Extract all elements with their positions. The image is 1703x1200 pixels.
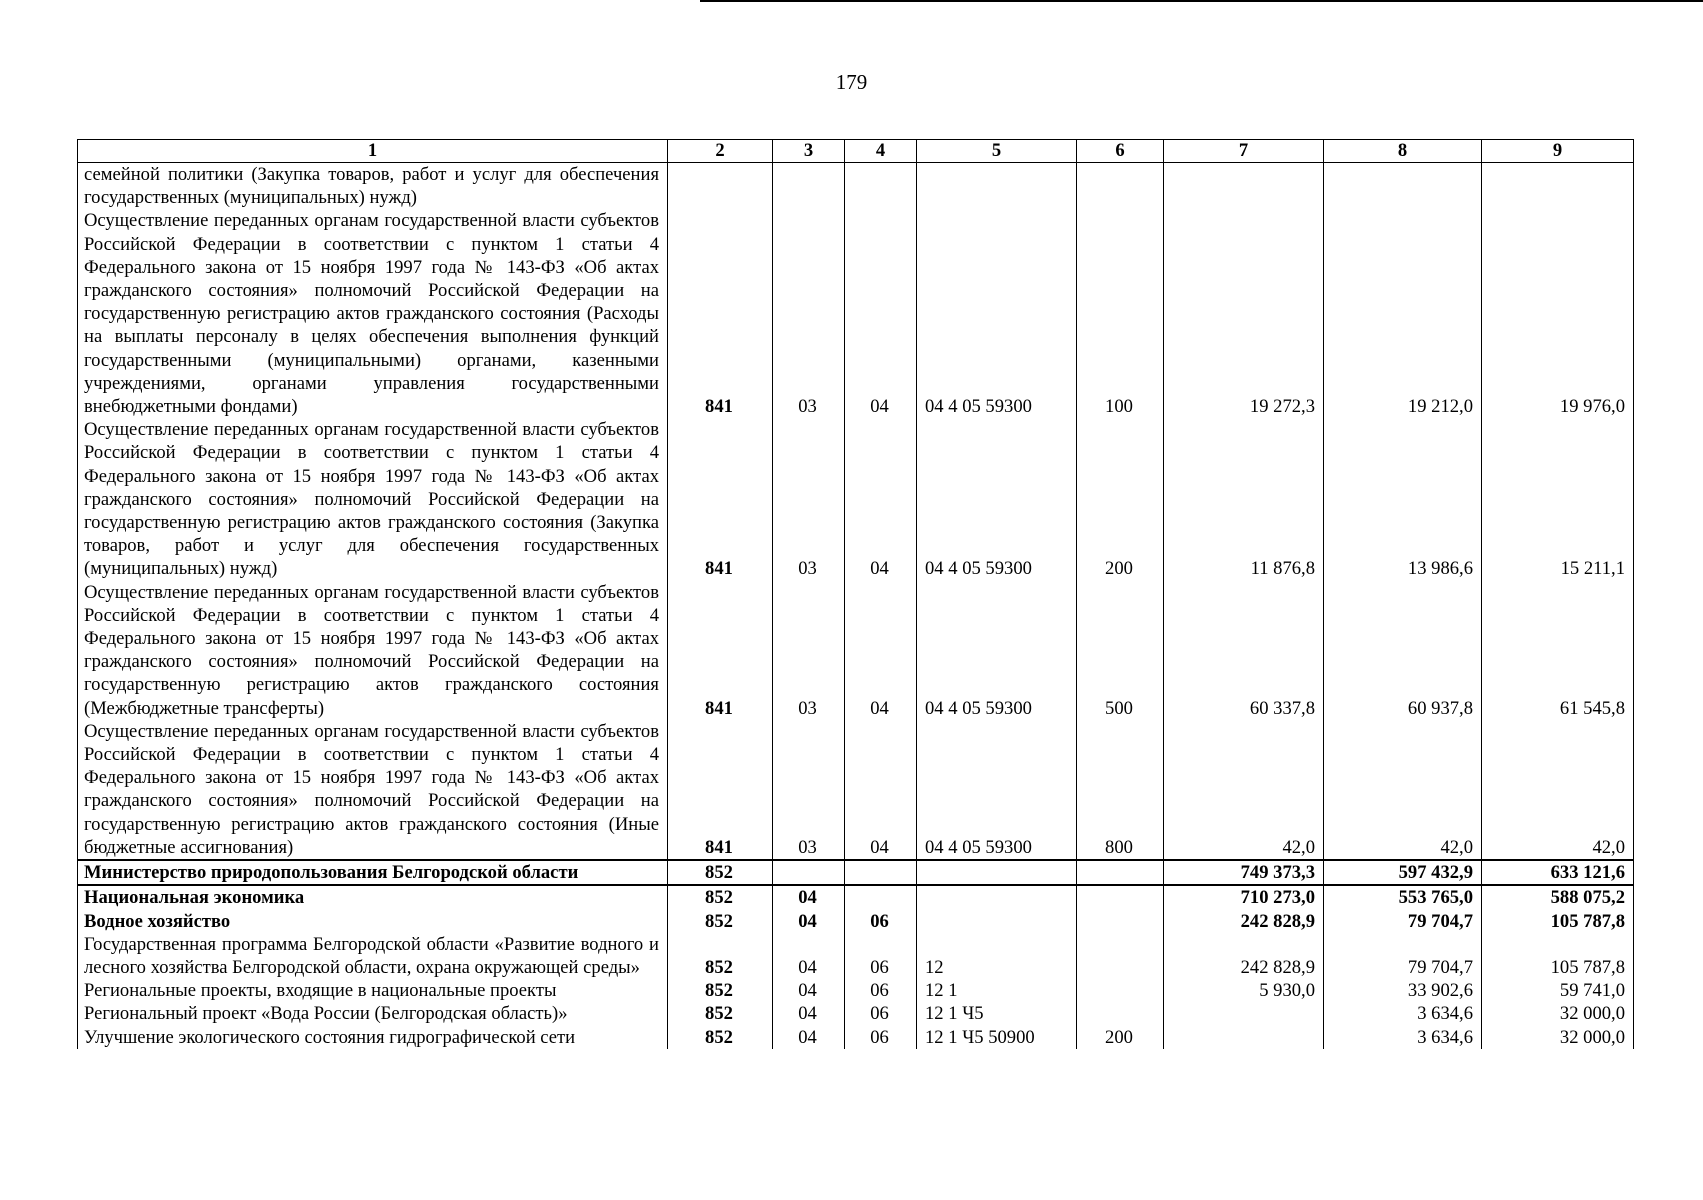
cell-value-9: 42,0 (1482, 720, 1634, 860)
cell-expense-type (1077, 163, 1164, 210)
cell-value-8 (1324, 163, 1482, 210)
cell-ministry-code: 852 (668, 1002, 773, 1025)
table-row (78, 933, 1634, 979)
table-row (78, 720, 1634, 860)
cell-section: 04 (773, 1002, 845, 1025)
cell-value-7: 242 828,9 (1164, 933, 1324, 979)
cell-value-8: 3 634,6 (1324, 1026, 1482, 1049)
cell-section: 04 (773, 885, 845, 909)
cell-expense-type: 500 (1077, 581, 1164, 720)
cell-value-9: 105 787,8 (1482, 933, 1634, 979)
cell-value-9: 19 976,0 (1482, 209, 1634, 418)
col-header-7: 7 (1164, 140, 1324, 163)
cell-expense-type: 200 (1077, 1026, 1164, 1049)
page-number: 179 (835, 70, 868, 94)
cell-subsection (845, 860, 917, 885)
cell-value-7: 19 272,3 (1164, 209, 1324, 418)
table-row (78, 418, 1634, 580)
table-row (78, 581, 1634, 720)
cell-value-8: 79 704,7 (1324, 933, 1482, 979)
cell-subsection: 06 (845, 910, 917, 933)
cell-section: 04 (773, 910, 845, 933)
table-row (78, 209, 1634, 418)
cell-value-7: 242 828,9 (1164, 910, 1324, 933)
row-name: семейной политики (Закупка товаров, работ и услуг для обеспечения государственных (муниципальных) нужд) (78, 163, 668, 210)
cell-ministry-code: 852 (668, 979, 773, 1002)
cell-value-8: 79 704,7 (1324, 910, 1482, 933)
cell-value-7 (1164, 1026, 1324, 1049)
cell-target-code: 04 4 05 59300 (917, 720, 1077, 860)
cell-section: 03 (773, 720, 845, 860)
cell-value-9: 588 075,2 (1482, 885, 1634, 909)
cell-value-8: 597 432,9 (1324, 860, 1482, 885)
cell-subsection: 06 (845, 1026, 917, 1049)
col-header-9: 9 (1482, 140, 1634, 163)
cell-subsection: 06 (845, 979, 917, 1002)
cell-expense-type (1077, 910, 1164, 933)
cell-value-9: 105 787,8 (1482, 910, 1634, 933)
table-row (78, 860, 1634, 885)
cell-value-8: 60 937,8 (1324, 581, 1482, 720)
col-header-5: 5 (917, 140, 1077, 163)
row-name: Осуществление переданных органам государственной власти субъектов Российской Федерации в соответствии с пунктом 1 статьи 4 Федерального закона от 15 ноября 1997 года № 143-ФЗ «Об актах гражданского состояния» полномочий Российской Федерации на государственную регистрацию актов гражданского состояния (Межбюджетные трансферты) (78, 581, 668, 720)
cell-target-code: 12 (917, 933, 1077, 979)
cell-value-9: 32 000,0 (1482, 1026, 1634, 1049)
cell-ministry-code: 841 (668, 418, 773, 580)
cell-expense-type: 100 (1077, 209, 1164, 418)
cell-ministry-code: 852 (668, 910, 773, 933)
cell-target-code: 12 1 (917, 979, 1077, 1002)
row-name: Национальная экономика (78, 885, 668, 909)
cell-subsection: 06 (845, 1002, 917, 1025)
col-header-2: 2 (668, 140, 773, 163)
cell-expense-type (1077, 885, 1164, 909)
cell-target-code: 04 4 05 59300 (917, 209, 1077, 418)
cell-target-code (917, 860, 1077, 885)
cell-value-8: 3 634,6 (1324, 1002, 1482, 1025)
cell-subsection (845, 163, 917, 210)
row-name: Региональный проект «Вода России (Белгородская область)» (78, 1002, 668, 1025)
cell-value-8: 13 986,6 (1324, 418, 1482, 580)
cell-value-7: 60 337,8 (1164, 581, 1324, 720)
table-row (78, 885, 1634, 909)
cell-ministry-code: 852 (668, 860, 773, 885)
row-name: Министерство природопользования Белгородской области (78, 860, 668, 885)
cell-target-code: 04 4 05 59300 (917, 581, 1077, 720)
cell-section: 03 (773, 209, 845, 418)
cell-target-code (917, 163, 1077, 210)
top-rule (700, 0, 1703, 2)
table-row (78, 1026, 1634, 1049)
row-name: Водное хозяйство (78, 910, 668, 933)
cell-expense-type (1077, 933, 1164, 979)
cell-ministry-code: 841 (668, 209, 773, 418)
cell-value-7 (1164, 163, 1324, 210)
table-row (78, 910, 1634, 933)
cell-target-code: 12 1 Ч5 50900 (917, 1026, 1077, 1049)
row-name: Осуществление переданных органам государственной власти субъектов Российской Федерации в соответствии с пунктом 1 статьи 4 Федерального закона от 15 ноября 1997 года № 143-ФЗ «Об актах гражданского состояния» полномочий Российской Федерации на государственную регистрацию актов гражданского состояния (Иные бюджетные ассигнования) (78, 720, 668, 860)
cell-subsection: 04 (845, 418, 917, 580)
row-name: Региональные проекты, входящие в национальные проекты (78, 979, 668, 1002)
cell-ministry-code: 852 (668, 933, 773, 979)
cell-value-9: 15 211,1 (1482, 418, 1634, 580)
cell-section: 03 (773, 418, 845, 580)
cell-subsection: 04 (845, 720, 917, 860)
table-row (78, 979, 1634, 1002)
cell-expense-type (1077, 860, 1164, 885)
cell-expense-type (1077, 979, 1164, 1002)
cell-ministry-code: 841 (668, 581, 773, 720)
cell-ministry-code: 852 (668, 1026, 773, 1049)
cell-target-code (917, 910, 1077, 933)
cell-value-7: 710 273,0 (1164, 885, 1324, 909)
cell-subsection: 04 (845, 581, 917, 720)
cell-subsection: 06 (845, 933, 917, 979)
cell-section: 04 (773, 933, 845, 979)
cell-subsection (845, 885, 917, 909)
cell-section (773, 163, 845, 210)
cell-expense-type: 800 (1077, 720, 1164, 860)
cell-target-code (917, 885, 1077, 909)
col-header-6: 6 (1077, 140, 1164, 163)
cell-value-9: 59 741,0 (1482, 979, 1634, 1002)
row-name: Осуществление переданных органам государственной власти субъектов Российской Федерации в соответствии с пунктом 1 статьи 4 Федерального закона от 15 ноября 1997 года № 143-ФЗ «Об актах гражданского состояния» полномочий Российской Федерации на государственную регистрацию актов гражданского состояния (Расходы на выплаты персоналу в целях обеспечения выполнения функций государственными (муниципальными) органами, казенными учреждениями, органами управления государственными внебюджетными фондами) (78, 209, 668, 418)
cell-value-8: 19 212,0 (1324, 209, 1482, 418)
cell-section (773, 860, 845, 885)
cell-value-8: 42,0 (1324, 720, 1482, 860)
cell-subsection: 04 (845, 209, 917, 418)
cell-value-7: 11 876,8 (1164, 418, 1324, 580)
cell-section: 03 (773, 581, 845, 720)
cell-value-7: 5 930,0 (1164, 979, 1324, 1002)
cell-ministry-code (668, 163, 773, 210)
cell-value-8: 553 765,0 (1324, 885, 1482, 909)
cell-expense-type (1077, 1002, 1164, 1025)
cell-expense-type: 200 (1077, 418, 1164, 580)
cell-ministry-code: 841 (668, 720, 773, 860)
cell-ministry-code: 852 (668, 885, 773, 909)
header-row (78, 140, 1634, 163)
row-name: Государственная программа Белгородской области «Развитие водного и лесного хозяйства Белгородской области, охрана окружающей среды» (78, 933, 668, 979)
cell-value-7: 42,0 (1164, 720, 1324, 860)
cell-value-7 (1164, 1002, 1324, 1025)
col-header-4: 4 (845, 140, 917, 163)
cell-value-9: 633 121,6 (1482, 860, 1634, 885)
col-header-3: 3 (773, 140, 845, 163)
row-name: Осуществление переданных органам государственной власти субъектов Российской Федерации в соответствии с пунктом 1 статьи 4 Федерального закона от 15 ноября 1997 года № 143-ФЗ «Об актах гражданского состояния» полномочий Российской Федерации на государственную регистрацию актов гражданского состояния (Закупка товаров, работ и услуг для обеспечения государственных (муниципальных) нужд) (78, 418, 668, 580)
row-name: Улучшение экологического состояния гидрографической сети (78, 1026, 668, 1049)
cell-value-9 (1482, 163, 1634, 210)
cell-value-9: 61 545,8 (1482, 581, 1634, 720)
cell-value-9: 32 000,0 (1482, 1002, 1634, 1025)
cell-section: 04 (773, 979, 845, 1002)
table-row (78, 163, 1634, 210)
table-row (78, 1002, 1634, 1025)
cell-section: 04 (773, 1026, 845, 1049)
col-header-8: 8 (1324, 140, 1482, 163)
cell-target-code: 04 4 05 59300 (917, 418, 1077, 580)
cell-target-code: 12 1 Ч5 (917, 1002, 1077, 1025)
cell-value-7: 749 373,3 (1164, 860, 1324, 885)
col-header-1: 1 (78, 140, 668, 163)
cell-value-8: 33 902,6 (1324, 979, 1482, 1002)
budget-table (77, 139, 1634, 1049)
